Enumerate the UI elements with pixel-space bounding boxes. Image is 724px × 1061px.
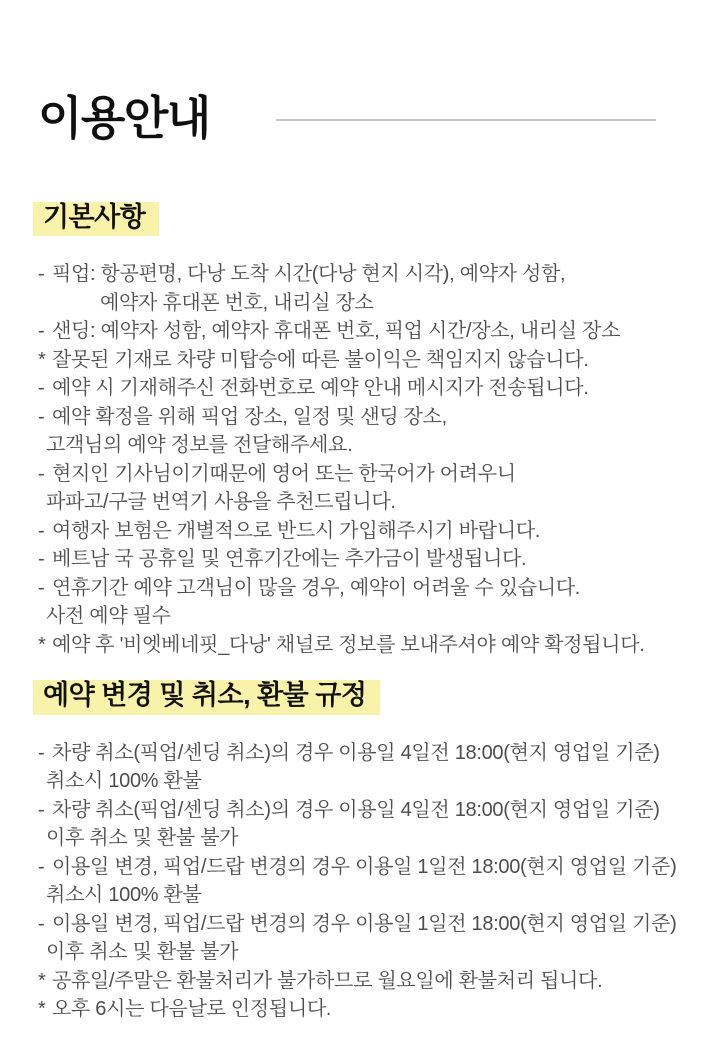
guideline-line xyxy=(38,346,724,375)
line-marker: - xyxy=(38,548,45,571)
guideline-line xyxy=(38,881,724,910)
line-marker: - xyxy=(38,519,45,542)
line-marker: - xyxy=(38,263,45,286)
line-marker: - xyxy=(38,855,45,878)
page-title: 이용안내 xyxy=(38,92,210,144)
line-text: 이용일 변경, 픽업/드랍 변경의 경우 이용일 1일전 18:00(현지 영업일 기준) xyxy=(52,855,677,878)
line-text: 이후 취소 및 환불 불가 xyxy=(46,941,239,964)
line-text: 이후 취소 및 환불 불가 xyxy=(46,827,239,850)
line-marker: - xyxy=(38,741,45,764)
section-heading: 기본사항 xyxy=(33,202,159,237)
guideline-line xyxy=(38,488,724,517)
guideline-line xyxy=(38,374,724,403)
sections-root xyxy=(0,202,724,1024)
guideline-line xyxy=(38,938,724,967)
guideline-line xyxy=(38,545,724,574)
line-marker: - xyxy=(38,405,45,428)
line-text: 오후 6시는 다음날로 인정됩니다. xyxy=(52,998,332,1021)
guideline-line xyxy=(38,431,724,460)
section-heading-wrap xyxy=(33,202,724,237)
section-heading-wrap xyxy=(33,680,724,715)
guideline-line xyxy=(38,910,724,939)
guideline-line xyxy=(38,289,724,318)
title-divider-line xyxy=(276,119,656,121)
line-text: 이용일 변경, 픽업/드랍 변경의 경우 이용일 1일전 18:00(현지 영업일 기준) xyxy=(52,912,677,935)
line-text: 예약자 휴대폰 번호, 내리실 장소 xyxy=(100,291,374,314)
section-heading: 예약 변경 및 취소, 환불 규정 xyxy=(33,680,380,715)
guideline-line xyxy=(38,967,724,996)
section-body-list xyxy=(38,739,724,1024)
line-text: 파파고/구글 번역기 사용을 추천드립니다. xyxy=(46,491,396,514)
line-marker: - xyxy=(38,320,45,343)
line-marker: - xyxy=(38,912,45,935)
guideline-line xyxy=(38,767,724,796)
guideline-line xyxy=(38,260,724,289)
line-text: 고객님의 예약 정보를 전달해주세요. xyxy=(46,434,353,457)
line-marker: * xyxy=(38,348,46,371)
guideline-line xyxy=(38,460,724,489)
guideline-line xyxy=(38,602,724,631)
guideline-line xyxy=(38,517,724,546)
guideline-line xyxy=(38,739,724,768)
line-marker: - xyxy=(38,798,45,821)
line-text: 차량 취소(픽업/센딩 취소)의 경우 이용일 4일전 18:00(현지 영업일 기준) xyxy=(52,798,660,821)
line-text: 여행자 보험은 개별적으로 반드시 가입해주시기 바랍니다. xyxy=(52,519,541,542)
line-text: 차량 취소(픽업/센딩 취소)의 경우 이용일 4일전 18:00(현지 영업일 기준) xyxy=(52,741,660,764)
guideline-line xyxy=(38,824,724,853)
line-text: 잘못된 기재로 차량 미탑승에 따른 불이익은 책임지지 않습니다. xyxy=(52,348,589,371)
line-text: 예약 후 '비엣베네핏_다낭' 채널로 정보를 보내주셔야 예약 확정됩니다. xyxy=(52,633,645,656)
section-basic-info xyxy=(33,202,724,660)
line-text: 픽업: 항공편명, 다낭 도착 시간(다낭 현지 시각), 예약자 성함, xyxy=(52,263,566,286)
guideline-line xyxy=(38,995,724,1024)
line-text: 현지인 기사님이기때문에 영어 또는 한국어가 어려우니 xyxy=(52,462,516,485)
guideline-line xyxy=(38,631,724,660)
line-text: 취소시 100% 환불 xyxy=(46,884,202,907)
section-body-list xyxy=(38,260,724,659)
guideline-line xyxy=(38,403,724,432)
line-text: 예약 확정을 위해 픽업 장소, 일정 및 샌딩 장소, xyxy=(52,405,447,428)
line-text: 사전 예약 필수 xyxy=(46,605,171,628)
section-refund-policy xyxy=(33,680,724,1024)
guideline-line xyxy=(38,574,724,603)
line-marker: - xyxy=(38,377,45,400)
title-row xyxy=(38,93,656,144)
line-text: 취소시 100% 환불 xyxy=(46,770,202,793)
line-marker: - xyxy=(38,462,45,485)
line-text: 베트남 국 공휴일 및 연휴기간에는 추가금이 발생됩니다. xyxy=(52,548,527,571)
line-marker: * xyxy=(38,969,46,992)
line-marker: * xyxy=(38,998,46,1021)
line-text: 예약 시 기재해주신 전화번호로 예약 안내 메시지가 전송됩니다. xyxy=(52,377,589,400)
guideline-line xyxy=(38,317,724,346)
guideline-line xyxy=(38,853,724,882)
line-marker: * xyxy=(38,633,46,656)
line-text: 샌딩: 예약자 성함, 예약자 휴대폰 번호, 픽업 시간/장소, 내리실 장소 xyxy=(52,320,621,343)
guideline-line xyxy=(38,796,724,825)
line-text: 공휴일/주말은 환불처리가 불가하므로 월요일에 환불처리 됩니다. xyxy=(52,969,603,992)
line-text: 연휴기간 예약 고객님이 많을 경우, 예약이 어려울 수 있습니다. xyxy=(52,576,581,599)
line-marker: - xyxy=(38,576,45,599)
